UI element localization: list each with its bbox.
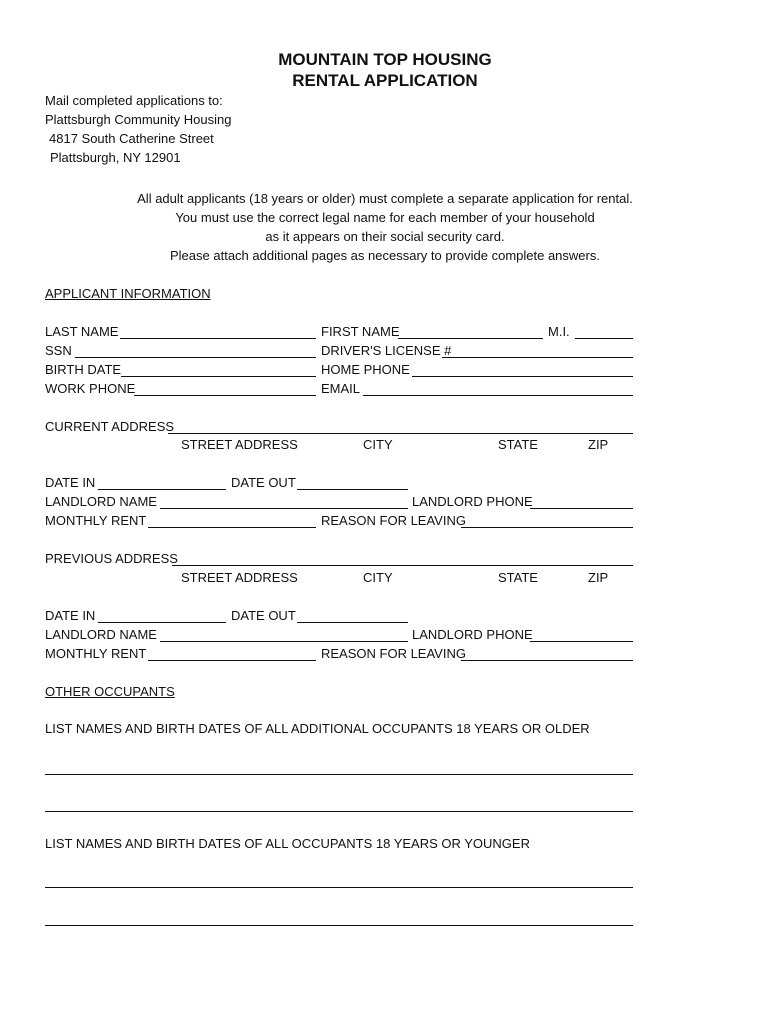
previous-date-out-field[interactable] bbox=[297, 622, 408, 623]
current-monthly-rent-label: MONTHLY RENT bbox=[45, 513, 147, 528]
previous-street-caption: STREET ADDRESS bbox=[181, 570, 298, 585]
last-name-label: LAST NAME bbox=[45, 324, 119, 339]
current-address-field[interactable] bbox=[168, 433, 633, 434]
email-field[interactable] bbox=[363, 395, 633, 396]
minor-occupants-prompt: LIST NAMES AND BIRTH DATES OF ALL OCCUPANTS 18 YEARS OR YOUNGER bbox=[45, 836, 530, 851]
middle-initial-label: M.I. bbox=[548, 324, 570, 339]
drivers-license-field[interactable] bbox=[442, 357, 633, 358]
current-date-in-label: DATE IN bbox=[45, 475, 96, 490]
current-reason-label: REASON FOR LEAVING bbox=[321, 513, 466, 528]
minor-occupants-line-2[interactable] bbox=[45, 925, 633, 926]
middle-initial-field[interactable] bbox=[575, 338, 633, 339]
current-date-out-field[interactable] bbox=[297, 489, 408, 490]
mail-city: Plattsburgh, NY 12901 bbox=[50, 150, 181, 165]
ssn-field[interactable] bbox=[75, 357, 316, 358]
form-title-line1: MOUNTAIN TOP HOUSING bbox=[278, 50, 492, 69]
previous-state-caption: STATE bbox=[498, 570, 538, 585]
instruction-line: All adult applicants (18 years or older) must complete a separate application for rental. bbox=[137, 191, 633, 206]
current-zip-caption: ZIP bbox=[588, 437, 609, 452]
current-street-caption: STREET ADDRESS bbox=[181, 437, 298, 452]
current-landlord-phone-label: LANDLORD PHONE bbox=[412, 494, 533, 509]
current-date-out-label: DATE OUT bbox=[231, 475, 296, 490]
current-address-label: CURRENT ADDRESS bbox=[45, 419, 175, 434]
first-name-label: FIRST NAME bbox=[321, 324, 400, 339]
instruction-line: as it appears on their social security card. bbox=[265, 229, 505, 244]
current-city-caption: CITY bbox=[363, 437, 393, 452]
current-state-caption: STATE bbox=[498, 437, 538, 452]
work-phone-label: WORK PHONE bbox=[45, 381, 136, 396]
mail-org: Plattsburgh Community Housing bbox=[45, 112, 232, 127]
current-landlord-name-label: LANDLORD NAME bbox=[45, 494, 157, 509]
mail-street: 4817 South Catherine Street bbox=[49, 131, 214, 146]
previous-city-caption: CITY bbox=[363, 570, 393, 585]
adult-occupants-line-2[interactable] bbox=[45, 811, 633, 812]
home-phone-label: HOME PHONE bbox=[321, 362, 410, 377]
first-name-field[interactable] bbox=[398, 338, 543, 339]
previous-landlord-name-label: LANDLORD NAME bbox=[45, 627, 157, 642]
minor-occupants-line-1[interactable] bbox=[45, 887, 633, 888]
current-landlord-name-field[interactable] bbox=[160, 508, 408, 509]
home-phone-field[interactable] bbox=[412, 376, 633, 377]
applicant-section-heading: APPLICANT INFORMATION bbox=[45, 286, 211, 301]
current-reason-field[interactable] bbox=[461, 527, 633, 528]
previous-date-out-label: DATE OUT bbox=[231, 608, 296, 623]
instruction-line: Please attach additional pages as necessary to provide complete answers. bbox=[170, 248, 600, 263]
adult-occupants-prompt: LIST NAMES AND BIRTH DATES OF ALL ADDITIONAL OCCUPANTS 18 YEARS OR OLDER bbox=[45, 721, 590, 736]
email-label: EMAIL bbox=[321, 381, 361, 396]
current-monthly-rent-field[interactable] bbox=[148, 527, 316, 528]
previous-zip-caption: ZIP bbox=[588, 570, 609, 585]
previous-reason-label: REASON FOR LEAVING bbox=[321, 646, 466, 661]
previous-date-in-label: DATE IN bbox=[45, 608, 96, 623]
previous-address-field[interactable] bbox=[172, 565, 633, 566]
drivers-license-label: DRIVER'S LICENSE # bbox=[321, 343, 452, 358]
birth-date-label: BIRTH DATE bbox=[45, 362, 122, 377]
previous-monthly-rent-field[interactable] bbox=[148, 660, 316, 661]
instruction-line: You must use the correct legal name for each member of your household bbox=[175, 210, 595, 225]
ssn-label: SSN bbox=[45, 343, 72, 358]
last-name-field[interactable] bbox=[120, 338, 316, 339]
adult-occupants-line-1[interactable] bbox=[45, 774, 633, 775]
mail-label: Mail completed applications to: bbox=[45, 93, 223, 108]
form-title-line2: RENTAL APPLICATION bbox=[292, 71, 478, 90]
previous-monthly-rent-label: MONTHLY RENT bbox=[45, 646, 147, 661]
previous-landlord-phone-label: LANDLORD PHONE bbox=[412, 627, 533, 642]
work-phone-field[interactable] bbox=[134, 395, 316, 396]
previous-landlord-phone-field[interactable] bbox=[530, 641, 633, 642]
current-date-in-field[interactable] bbox=[98, 489, 226, 490]
occupants-section-heading: OTHER OCCUPANTS bbox=[45, 684, 175, 699]
current-landlord-phone-field[interactable] bbox=[530, 508, 633, 509]
previous-address-label: PREVIOUS ADDRESS bbox=[45, 551, 178, 566]
birth-date-field[interactable] bbox=[121, 376, 316, 377]
previous-date-in-field[interactable] bbox=[98, 622, 226, 623]
previous-landlord-name-field[interactable] bbox=[160, 641, 408, 642]
previous-reason-field[interactable] bbox=[461, 660, 633, 661]
